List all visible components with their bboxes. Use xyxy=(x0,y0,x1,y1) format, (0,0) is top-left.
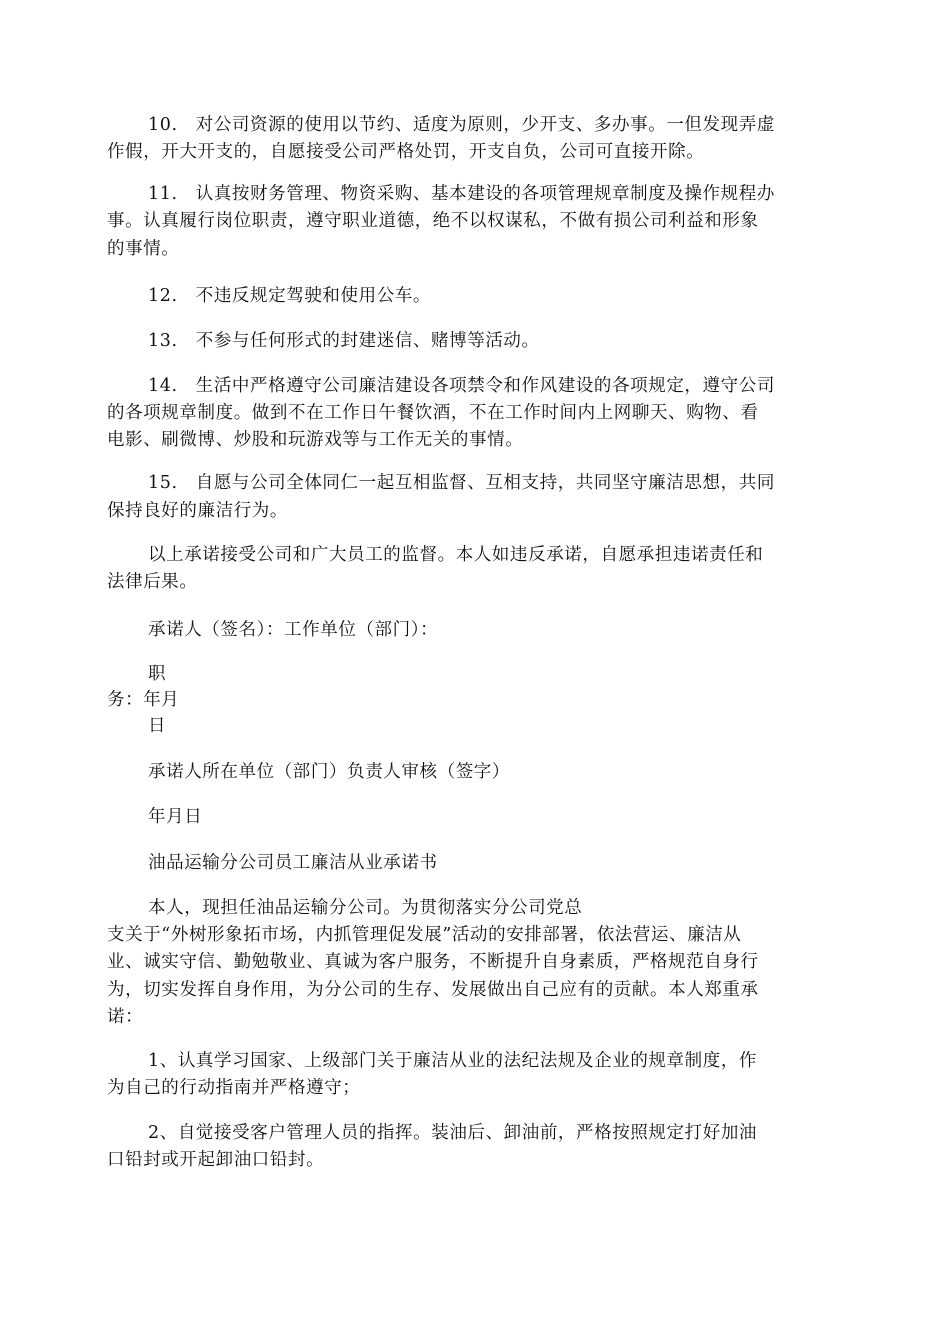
text-line: 的事情。 xyxy=(107,239,180,259)
text-line: 法律后果。 xyxy=(107,572,198,592)
text-line: 1、认真学习国家、上级部门关于廉洁从业的法纪法规及企业的规章制度，作 xyxy=(148,1051,758,1071)
text-line: 保持良好的廉洁行为。 xyxy=(107,501,288,521)
position-label: 务：年月 xyxy=(107,690,180,710)
text-line: 事。认真履行岗位职责，遵守职业道德，绝不以权谋私，不做有损公司利益和形象 xyxy=(107,211,759,231)
text-line: 为，切实发挥自身作用，为分公司的生存、发展做出自己应有的贡献。本人郑重承 xyxy=(107,980,759,1000)
text-line: 13. 不参与任何形式的封建迷信、赌博等活动。 xyxy=(148,331,540,351)
section-title: 油品运输分公司员工廉洁从业承诺书 xyxy=(148,853,438,873)
review-line: 承诺人所在单位（部门）负责人审核（签字） xyxy=(148,762,510,782)
date-label: 年月日 xyxy=(148,807,203,827)
text-line: 诺： xyxy=(107,1007,144,1027)
text-line: 本人，现担任油品运输分公司。为贯彻落实分公司党总 xyxy=(148,898,583,918)
text-line: 为自己的行动指南并严格遵守； xyxy=(107,1078,361,1098)
text-line: 15. 自愿与公司全体同仁一起互相监督、互相支持，共同坚守廉洁思想，共同 xyxy=(148,473,775,493)
position-label: 职 xyxy=(148,664,167,684)
text-line: 口铅封或开起卸油口铅封。 xyxy=(107,1150,325,1170)
date-label: 日 xyxy=(148,716,167,736)
text-line: 业、诚实守信、勤勉敬业、真诚为客户服务，不断提升自身素质，严格规范自身行 xyxy=(107,952,759,972)
text-line: 支关于“外树形象拓市场，内抓管理促发展”活动的安排部署，依法营运、廉洁从 xyxy=(107,925,742,945)
text-line: 12. 不违反规定驾驶和使用公车。 xyxy=(148,286,432,306)
text-line: 作假，开大开支的，自愿接受公司严格处罚，开支自负，公司可直接开除。 xyxy=(107,142,705,162)
text-line: 10. 对公司资源的使用以节约、适度为原则，少开支、多办事。一但发现弄虚 xyxy=(148,115,775,135)
signature-line: 承诺人（签名）：工作单位（部门）： xyxy=(148,620,439,640)
text-line: 以上承诺接受公司和广大员工的监督。本人如违反承诺，自愿承担违诺责任和 xyxy=(148,545,764,565)
text-line: 电影、刷微博、炒股和玩游戏等与工作无关的事情。 xyxy=(107,430,524,450)
text-line: 的各项规章制度。做到不在工作日午餐饮酒，不在工作时间内上网聊天、购物、看 xyxy=(107,403,759,423)
text-line: 11. 认真按财务管理、物资采购、基本建设的各项管理规章制度及操作规程办 xyxy=(148,184,775,204)
text-line: 2、自觉接受客户管理人员的指挥。装油后、卸油前，严格按照规定打好加油 xyxy=(148,1123,758,1143)
text-line: 14. 生活中严格遵守公司廉洁建设各项禁令和作风建设的各项规定，遵守公司 xyxy=(148,376,775,396)
